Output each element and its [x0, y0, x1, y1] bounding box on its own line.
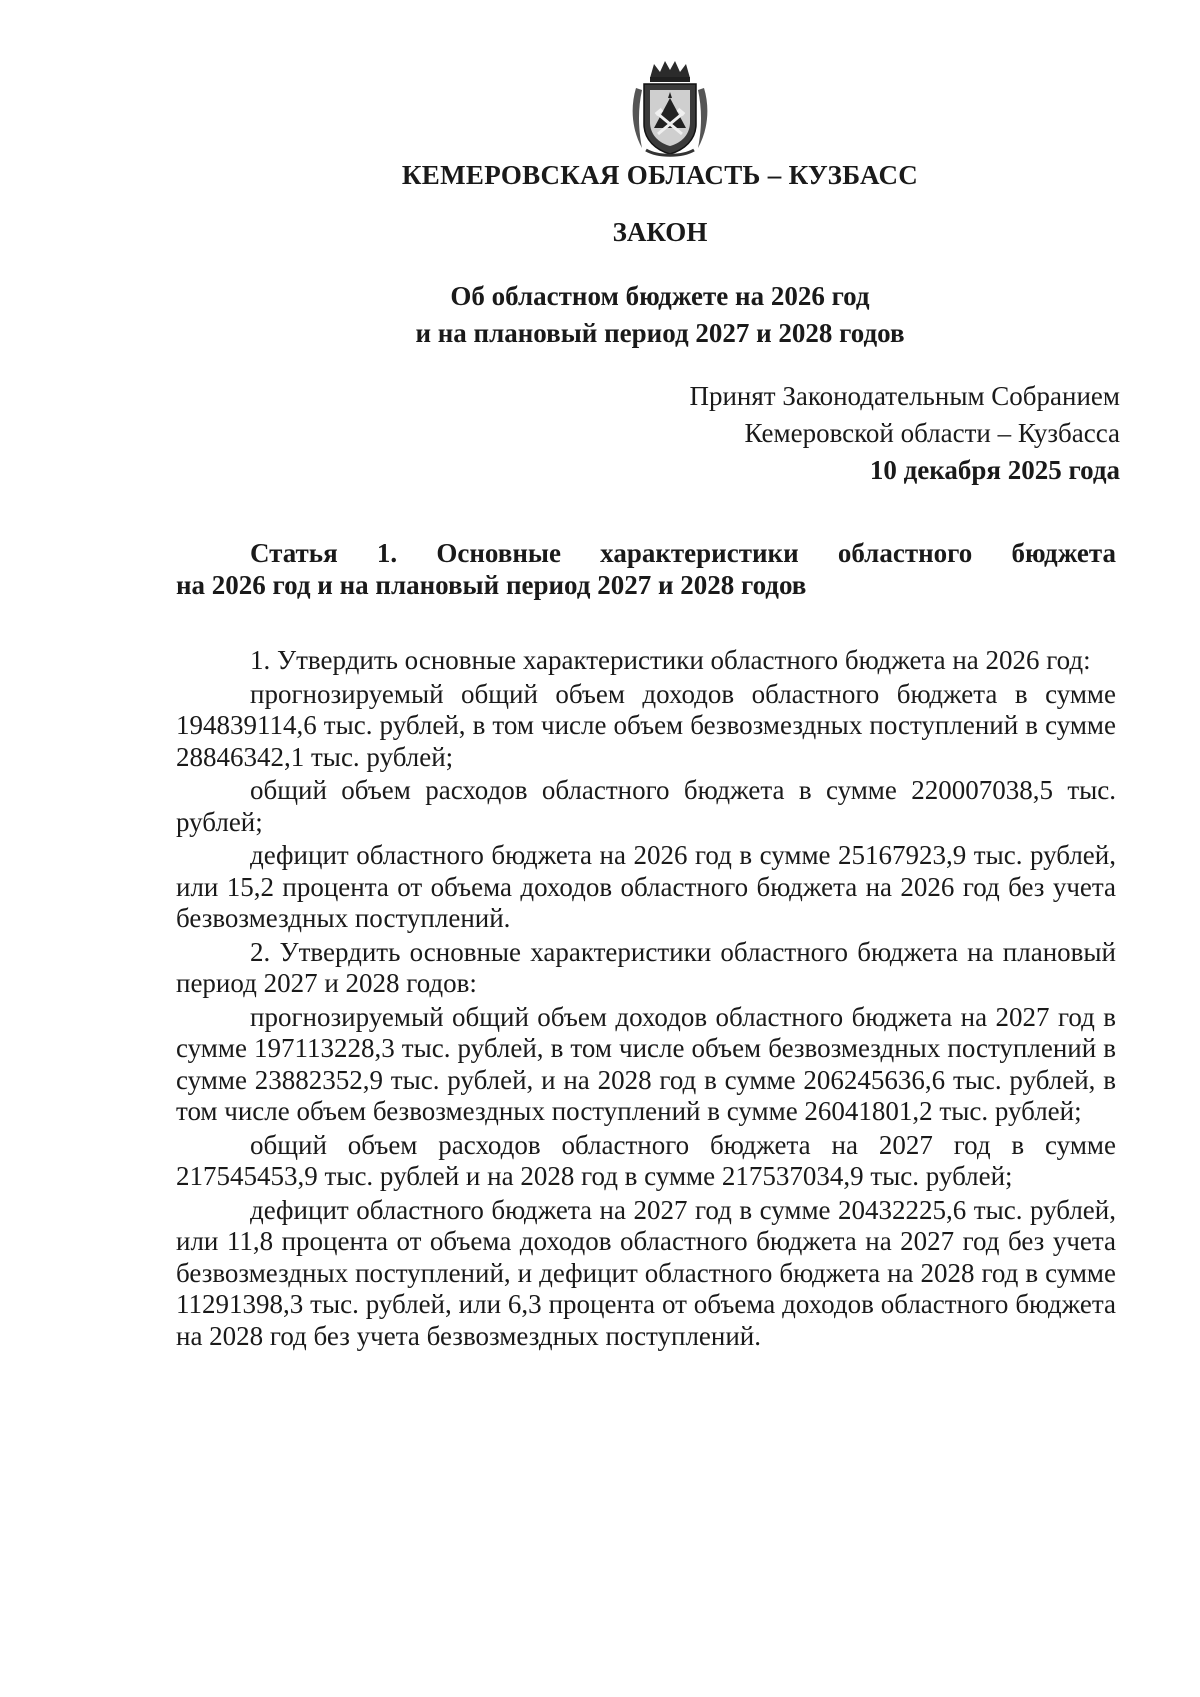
paragraph-income-2026: прогнозируемый общий объем доходов областного бюджета в сумме 194839114,6 тыс. рублей, в том числе объем безвозмездных поступлений в сумме 28846342,1 тыс. рублей;: [176, 678, 1116, 772]
law-title-line-1: Об областном бюджете на 2026 год: [450, 281, 870, 311]
adoption-date: 10 декабря 2025 года: [869, 455, 1120, 485]
article-1-heading-line-2: на 2026 год и на плановый период 2027 и 2028 годов: [176, 569, 807, 600]
adoption-line-1: Принят Законодательным Собранием: [689, 381, 1120, 411]
paragraph-deficit-2026: дефицит областного бюджета на 2026 год в сумме 25167923,9 тыс. рублей, или 15,2 процента от объема доходов областного бюджета на 2026 год без учета безвозмездных поступлений.: [176, 840, 1116, 933]
law-title: [0, 278, 1200, 352]
paragraph-2: 2. Утвердить основные характеристики областного бюджета на плановый период 2027 и 2028 годов:: [176, 936, 1116, 998]
paragraph-deficit-2027-2028: дефицит областного бюджета на 2027 год в сумме 20432225,6 тыс. рублей, или 11,8 процента от объема доходов областного бюджета на 2027 год без учета безвозмездных поступлений, и дефицит областного бюджета на 2028 год в сумме 11291398,3 тыс. рублей, или 6,3 процента от объема доходов областного бюджета на 2028 год без учета безвозмездных поступлений.: [176, 1194, 1116, 1351]
article-1-heading: [176, 538, 1116, 601]
adoption-block: [620, 378, 1120, 489]
paragraph-1: 1. Утвердить основные характеристики областного бюджета на 2026 год:: [250, 645, 1091, 675]
document-type: ЗАКОН: [612, 217, 708, 247]
coat-of-arms-icon: [628, 58, 712, 158]
paragraph-expense-2027-2028: общий объем расходов областного бюджета на 2027 год в сумме 217545453,9 тыс. рублей и на 2028 год в сумме 217537034,9 тыс. рублей;: [176, 1129, 1116, 1191]
adoption-line-2: Кемеровской области – Кузбасса: [744, 418, 1120, 448]
region-name: КЕМЕРОВСКАЯ ОБЛАСТЬ – КУЗБАСС: [401, 160, 919, 190]
paragraph-expense-2026: общий объем расходов областного бюджета в сумме 220007038,5 тыс. рублей;: [176, 775, 1116, 837]
article-1-heading-line-1: Статья 1. Основные характеристики областного бюджета: [250, 538, 1116, 568]
law-title-line-2: и на плановый период 2027 и 2028 годов: [415, 318, 905, 348]
article-1: [176, 538, 1116, 1352]
paragraph-income-2027-2028: прогнозируемый общий объем доходов областного бюджета на 2027 год в сумме 197113228,3 тыс. рублей, в том числе объем безвозмездных поступлений в сумме 23882352,9 тыс. рублей, и на 2028 год в сумме 206245636,6 тыс. рублей, в том числе объем безвозмездных поступлений в сумме 26041801,2 тыс. рублей;: [176, 1001, 1116, 1126]
